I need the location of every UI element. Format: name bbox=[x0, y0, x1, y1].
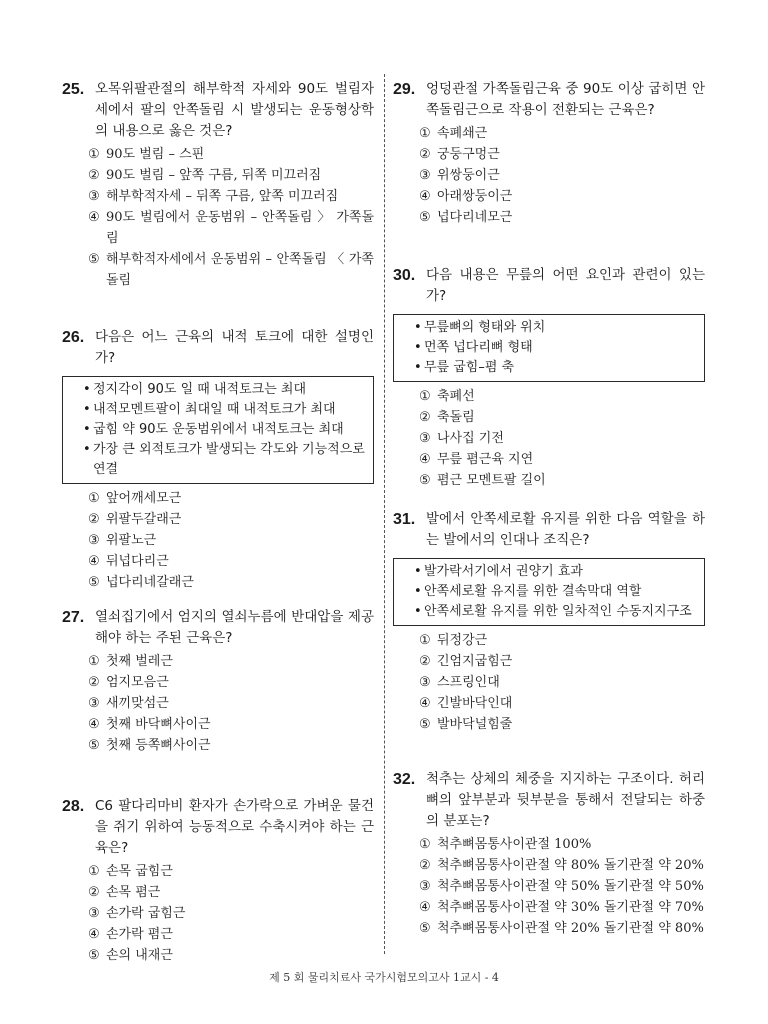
condition-text: 정지각이 90도 일 때 내적토크는 최대 bbox=[93, 382, 307, 397]
option-marker: ④ bbox=[88, 717, 100, 732]
option-marker: ⑤ bbox=[88, 252, 100, 267]
option-marker: ③ bbox=[419, 675, 431, 690]
question-stem: 다음 내용은 무릎의 어떤 요인과 관련이 있는가? bbox=[426, 267, 705, 304]
answer-option bbox=[88, 861, 374, 882]
option-marker: ① bbox=[419, 837, 431, 852]
option-marker: ③ bbox=[88, 533, 100, 548]
column-divider bbox=[384, 74, 385, 954]
option-marker: ④ bbox=[419, 452, 431, 467]
condition-item bbox=[83, 420, 365, 440]
option-marker: ⑤ bbox=[419, 473, 431, 488]
answer-option bbox=[419, 470, 705, 491]
option-marker: ① bbox=[88, 147, 100, 162]
option-text: 척추뼈몸통사이관절 약 80% 돌기관절 약 20% bbox=[437, 858, 704, 873]
answer-option bbox=[419, 714, 705, 735]
option-text: 90도 벌림 – 스핀 bbox=[106, 147, 205, 162]
answer-options bbox=[62, 861, 374, 966]
bullet: • bbox=[83, 402, 91, 417]
question-number: 32. bbox=[393, 771, 416, 788]
page-footer: 제 5 회 물리치료사 국가시험모의고사 1교시 - 4 bbox=[269, 971, 499, 984]
option-marker: ③ bbox=[419, 879, 431, 894]
answer-option bbox=[419, 918, 705, 939]
condition-text: 먼쪽 넙다리뼈 형태 bbox=[424, 340, 533, 355]
option-marker: ④ bbox=[419, 696, 431, 711]
condition-text: 무릎 굽힘–폄 축 bbox=[424, 360, 515, 375]
question-stem: 오목위팔관절의 해부학적 자세와 90도 벌림자세에서 팔의 안쪽돌림 시 발생되는 운동형상학의 내용으로 옳은 것은? bbox=[95, 81, 374, 139]
option-marker: ① bbox=[419, 126, 431, 141]
answer-option bbox=[419, 630, 705, 651]
option-marker: ② bbox=[88, 885, 100, 900]
option-marker: ③ bbox=[88, 189, 100, 204]
question-stem: 열쇠집기에서 엄지의 열쇠누름에 반대압을 제공해야 하는 주된 근육은? bbox=[95, 609, 374, 646]
option-text: 첫째 등쪽뼈사이근 bbox=[106, 738, 211, 753]
condition-item bbox=[414, 582, 696, 602]
option-marker: ⑤ bbox=[88, 948, 100, 963]
option-marker: ① bbox=[88, 864, 100, 879]
answer-option bbox=[419, 407, 705, 428]
option-text: 축돌림 bbox=[437, 410, 475, 425]
condition-box bbox=[393, 558, 705, 626]
condition-text: 무릎뼈의 형태와 위치 bbox=[424, 320, 546, 335]
question-number: 25. bbox=[62, 81, 85, 98]
question-26 bbox=[62, 327, 374, 593]
question-31 bbox=[393, 509, 705, 735]
bullet: • bbox=[414, 604, 422, 619]
option-text: 새끼맞섬근 bbox=[106, 696, 169, 711]
question-number: 28. bbox=[62, 798, 85, 815]
option-marker: ④ bbox=[419, 900, 431, 915]
option-text: 척추뼈몸통사이관절 100% bbox=[437, 837, 592, 852]
answer-option bbox=[88, 249, 374, 291]
option-text: 속폐쇄근 bbox=[437, 126, 488, 141]
question-number: 31. bbox=[393, 511, 416, 528]
option-text: 긴발바닥인대 bbox=[437, 696, 513, 711]
answer-options bbox=[62, 144, 374, 291]
option-marker: ② bbox=[419, 654, 431, 669]
option-marker: ② bbox=[88, 512, 100, 527]
answer-option bbox=[88, 903, 374, 924]
question-29 bbox=[393, 79, 705, 228]
answer-options bbox=[393, 386, 705, 491]
option-marker: ④ bbox=[88, 210, 100, 225]
option-text: 척추뼈몸통사이관절 약 50% 돌기관절 약 50% bbox=[437, 879, 704, 894]
question-25 bbox=[62, 79, 374, 291]
condition-text: 안쪽세로활 유지를 위한 결속막대 역할 bbox=[424, 584, 642, 599]
option-text: 넙다리네모근 bbox=[437, 210, 513, 225]
answer-option bbox=[88, 488, 374, 509]
answer-option bbox=[88, 530, 374, 551]
condition-item bbox=[414, 358, 696, 378]
condition-item bbox=[414, 338, 696, 358]
answer-option bbox=[419, 672, 705, 693]
question-stem-row bbox=[393, 265, 705, 307]
option-marker: ⑤ bbox=[88, 575, 100, 590]
option-marker: ⑤ bbox=[88, 738, 100, 753]
answer-option bbox=[419, 855, 705, 876]
condition-text: 안쪽세로활 유지를 위한 일차적인 수동지지구조 bbox=[424, 604, 692, 619]
option-text: 뒤정강근 bbox=[437, 633, 488, 648]
option-text: 90도 벌림 – 앞쪽 구름, 뒤쪽 미끄러짐 bbox=[106, 168, 322, 183]
option-text: 해부학적자세에서 운동범위 – 안쪽돌림 〈 가쪽돌림 bbox=[106, 252, 374, 288]
answer-options bbox=[393, 834, 705, 939]
bullet: • bbox=[414, 340, 422, 355]
option-marker: ② bbox=[419, 858, 431, 873]
option-marker: ③ bbox=[88, 906, 100, 921]
bullet: • bbox=[414, 360, 422, 375]
question-stem-row bbox=[393, 79, 705, 121]
question-number: 29. bbox=[393, 81, 416, 98]
answer-option bbox=[419, 876, 705, 897]
condition-item bbox=[83, 400, 365, 420]
question-stem-row bbox=[62, 327, 374, 369]
option-marker: ② bbox=[419, 147, 431, 162]
question-30 bbox=[393, 265, 705, 491]
option-text: 위팔노근 bbox=[106, 533, 157, 548]
option-text: 나사집 기전 bbox=[437, 431, 504, 446]
option-text: 손목 굽힘근 bbox=[106, 864, 173, 879]
condition-box bbox=[393, 314, 705, 382]
answer-options bbox=[62, 488, 374, 593]
answer-option bbox=[88, 714, 374, 735]
question-number: 26. bbox=[62, 329, 85, 346]
bullet: • bbox=[414, 584, 422, 599]
option-marker: ③ bbox=[88, 696, 100, 711]
option-text: 발바닥널힘줄 bbox=[437, 717, 513, 732]
option-text: 무릎 폄근육 지연 bbox=[437, 452, 534, 467]
question-stem: C6 팔다리마비 환자가 손가락으로 가벼운 물건을 쥐기 위하여 능동적으로 수축시켜야 하는 근육은? bbox=[95, 798, 374, 856]
answer-options bbox=[393, 630, 705, 735]
option-marker: ③ bbox=[419, 168, 431, 183]
condition-box bbox=[62, 376, 374, 484]
bullet: • bbox=[414, 564, 422, 579]
option-text: 위팔두갈래근 bbox=[106, 512, 182, 527]
option-marker: ① bbox=[88, 654, 100, 669]
answer-option bbox=[419, 693, 705, 714]
option-text: 척추뼈몸통사이관절 약 30% 돌기관절 약 70% bbox=[437, 900, 704, 915]
answer-option bbox=[88, 572, 374, 593]
answer-option bbox=[88, 551, 374, 572]
option-text: 뒤넙다리근 bbox=[106, 554, 169, 569]
answer-option bbox=[419, 186, 705, 207]
question-number: 27. bbox=[62, 609, 85, 626]
question-stem: 발에서 안쪽세로활 유지를 위한 다음 역할을 하는 발에서의 인대나 조직은? bbox=[426, 511, 705, 548]
option-text: 위쌍둥이근 bbox=[437, 168, 500, 183]
condition-item bbox=[414, 318, 696, 338]
question-28 bbox=[62, 796, 374, 966]
question-32 bbox=[393, 769, 705, 939]
question-stem-row bbox=[62, 796, 374, 859]
option-marker: ① bbox=[88, 491, 100, 506]
question-stem: 엉덩관절 가쪽돌림근육 중 90도 이상 굽히면 안쪽돌림근으로 작용이 전환되는 근육은? bbox=[426, 81, 705, 118]
condition-text: 내적모멘트팔이 최대일 때 내적토크가 최대 bbox=[93, 402, 336, 417]
answer-option bbox=[419, 165, 705, 186]
answer-option bbox=[419, 144, 705, 165]
answer-option bbox=[88, 509, 374, 530]
question-27 bbox=[62, 607, 374, 756]
option-text: 첫째 바닥뼈사이근 bbox=[106, 717, 211, 732]
answer-option bbox=[88, 672, 374, 693]
condition-text: 발가락서기에서 권양기 효과 bbox=[424, 564, 583, 579]
option-marker: ④ bbox=[419, 189, 431, 204]
answer-option bbox=[88, 207, 374, 249]
bullet: • bbox=[414, 320, 422, 335]
option-marker: ⑤ bbox=[419, 921, 431, 936]
condition-item bbox=[83, 380, 365, 400]
question-stem-row bbox=[393, 769, 705, 832]
question-number: 30. bbox=[393, 267, 416, 284]
question-stem-row bbox=[62, 607, 374, 649]
question-stem-row bbox=[62, 79, 374, 142]
option-text: 엄지모음근 bbox=[106, 675, 169, 690]
answer-option bbox=[88, 165, 374, 186]
answer-options bbox=[393, 123, 705, 228]
option-text: 첫째 벌레근 bbox=[106, 654, 173, 669]
option-text: 90도 벌림에서 운동범위 – 안쪽돌림 〉 가쪽돌림 bbox=[106, 210, 374, 246]
option-text: 손가락 굽힘근 bbox=[106, 906, 186, 921]
option-marker: ② bbox=[88, 168, 100, 183]
answer-option bbox=[419, 834, 705, 855]
option-text: 폄근 모멘트팔 길이 bbox=[437, 473, 546, 488]
answer-option bbox=[88, 651, 374, 672]
option-text: 해부학적자세 – 뒤쪽 구름, 앞쪽 미끄러짐 bbox=[106, 189, 339, 204]
option-marker: ⑤ bbox=[419, 717, 431, 732]
answer-option bbox=[88, 945, 374, 966]
option-text: 넙다리네갈래근 bbox=[106, 575, 194, 590]
answer-option bbox=[88, 144, 374, 165]
answer-option bbox=[419, 386, 705, 407]
answer-option bbox=[419, 897, 705, 918]
answer-option bbox=[88, 735, 374, 756]
option-marker: ① bbox=[419, 389, 431, 404]
option-text: 아래쌍둥이근 bbox=[437, 189, 513, 204]
option-marker: ② bbox=[88, 675, 100, 690]
answer-option bbox=[419, 207, 705, 228]
answer-option bbox=[88, 693, 374, 714]
option-marker: ⑤ bbox=[419, 210, 431, 225]
option-marker: ① bbox=[419, 633, 431, 648]
answer-option bbox=[88, 924, 374, 945]
condition-item bbox=[414, 562, 696, 582]
option-text: 손의 내재근 bbox=[106, 948, 173, 963]
option-marker: ④ bbox=[88, 554, 100, 569]
option-text: 척추뼈몸통사이관절 약 20% 돌기관절 약 80% bbox=[437, 921, 704, 936]
bullet: • bbox=[83, 422, 91, 437]
option-text: 궁둥구멍근 bbox=[437, 147, 500, 162]
option-marker: ③ bbox=[419, 431, 431, 446]
question-stem: 척추는 상체의 체중을 지지하는 구조이다. 허리뼈의 앞부분과 뒷부분을 통해서 전달되는 하중의 분포는? bbox=[426, 771, 705, 829]
answer-option bbox=[419, 449, 705, 470]
answer-option bbox=[419, 123, 705, 144]
question-stem-row bbox=[393, 509, 705, 551]
option-text: 앞어깨세모근 bbox=[106, 491, 182, 506]
option-text: 손가락 폄근 bbox=[106, 927, 173, 942]
condition-text: 굽힘 약 90도 운동범위에서 내적토크는 최대 bbox=[93, 422, 344, 437]
option-text: 축폐선 bbox=[437, 389, 475, 404]
answer-options bbox=[62, 651, 374, 756]
question-stem: 다음은 어느 근육의 내적 토크에 대한 설명인가? bbox=[95, 329, 374, 366]
bullet: • bbox=[83, 382, 91, 397]
answer-option bbox=[88, 186, 374, 207]
option-text: 손목 폄근 bbox=[106, 885, 161, 900]
option-marker: ④ bbox=[88, 927, 100, 942]
option-text: 긴엄지굽힘근 bbox=[437, 654, 513, 669]
condition-item bbox=[83, 440, 365, 480]
condition-item bbox=[414, 602, 696, 622]
option-text: 스프링인대 bbox=[437, 675, 500, 690]
answer-option bbox=[419, 428, 705, 449]
option-marker: ② bbox=[419, 410, 431, 425]
bullet: • bbox=[83, 442, 91, 457]
answer-option bbox=[419, 651, 705, 672]
condition-text: 가장 큰 외적토크가 발생되는 각도와 기능적으로 연결 bbox=[93, 442, 365, 477]
answer-option bbox=[88, 882, 374, 903]
